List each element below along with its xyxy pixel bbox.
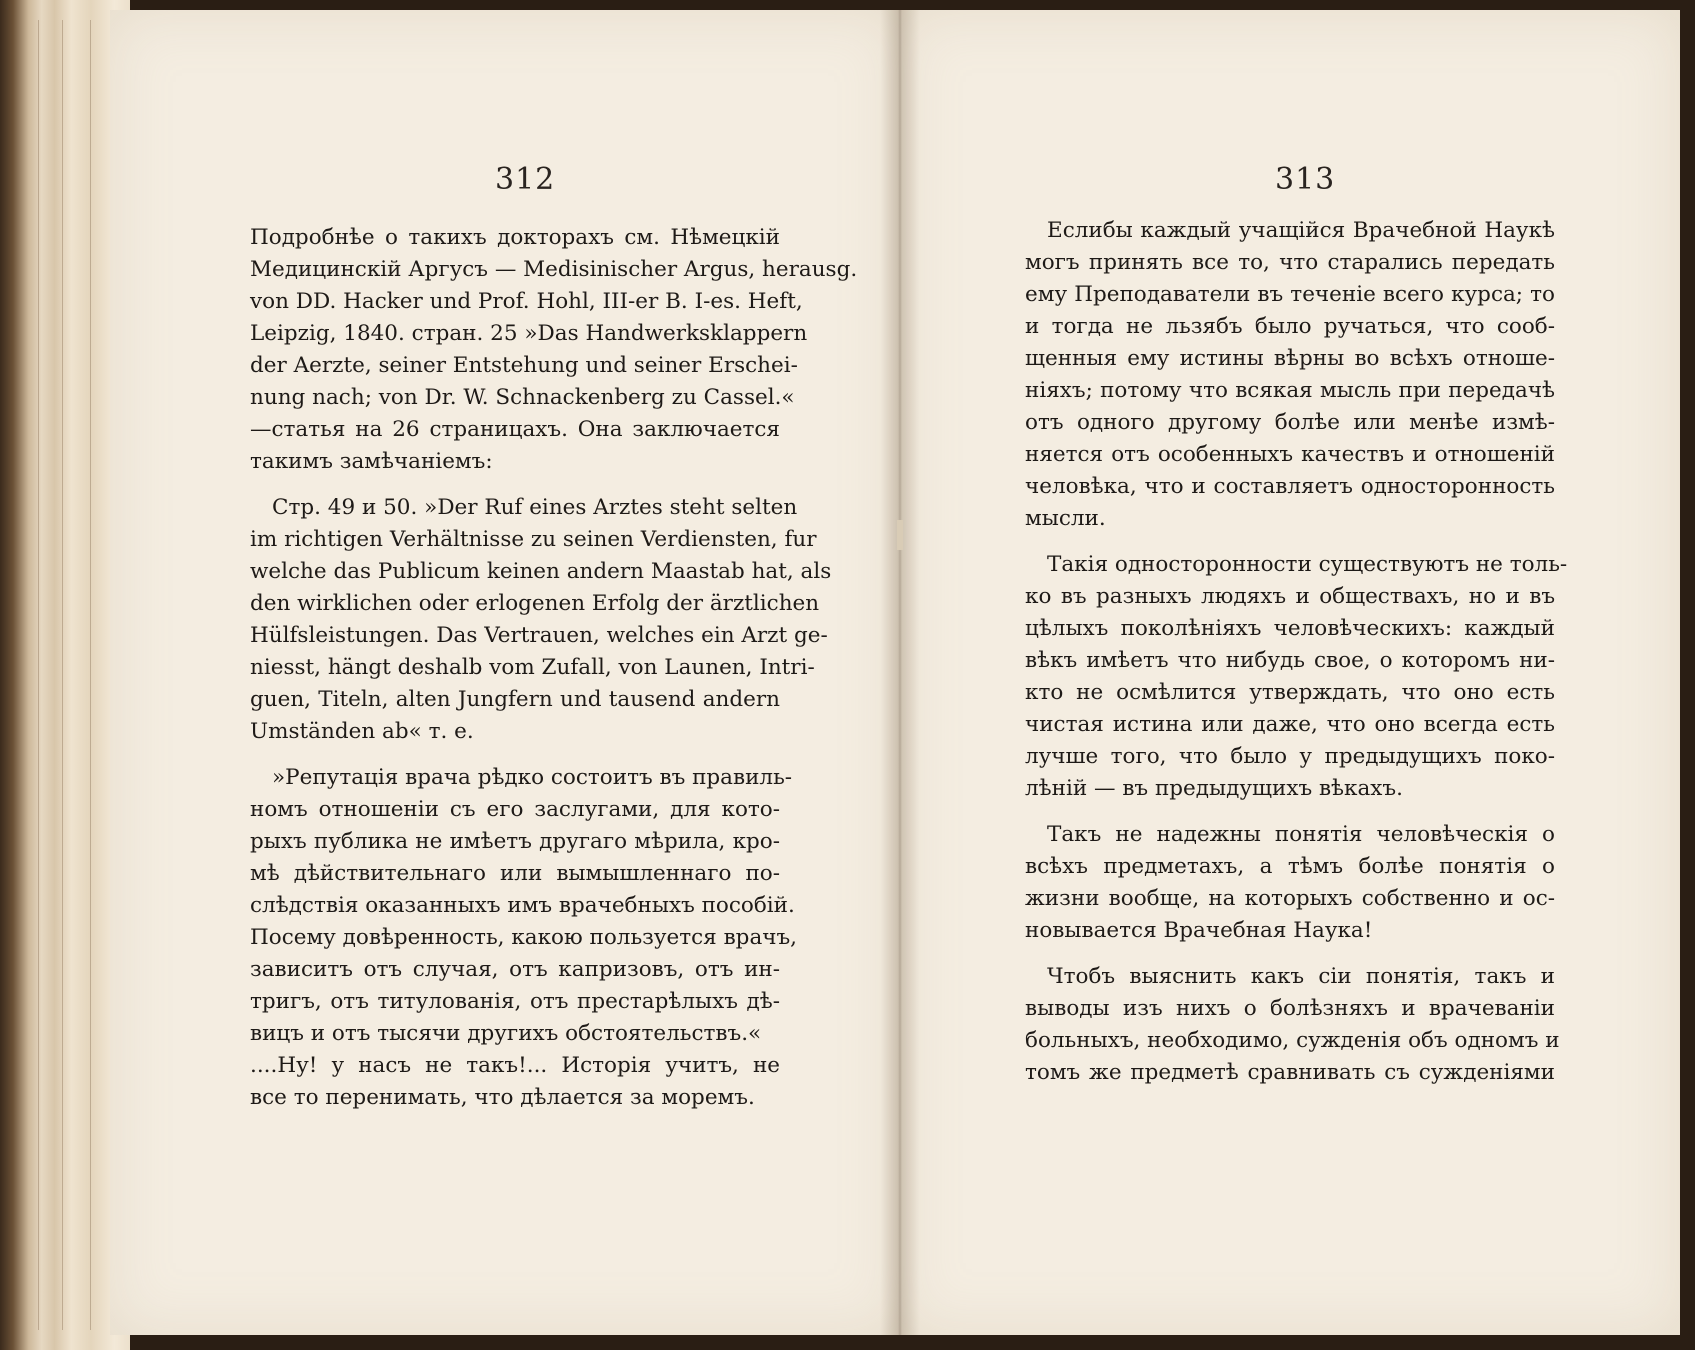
text-line: вицъ и отъ тысячи другихъ обстоятельствъ.« bbox=[250, 1021, 762, 1046]
text-line: Hülfsleistungen. Das Vertrauen, welches ein Arzt ge- bbox=[250, 623, 828, 648]
text-line: niesst, hängt deshalb vom Zufall, von Launen, Intri- bbox=[250, 655, 815, 680]
text-line: больныхъ, необходимо, сужденія объ одномъ и bbox=[1025, 1028, 1560, 1053]
text-line: выводы изъ нихъ о болѣзняхъ и врачеваніи bbox=[1025, 996, 1555, 1021]
text-line: Такъ не надежны понятія человѣческія о bbox=[1047, 822, 1555, 847]
text-line: слѣдствія оказанныхъ имъ врачебныхъ пособій. bbox=[250, 893, 795, 918]
text-line: рыхъ публика не имѣетъ другаго мѣрила, кро- bbox=[250, 829, 780, 854]
text-line: лѣній — въ предыдущихъ вѣкахъ. bbox=[1025, 776, 1403, 801]
text-line: жизни вообще, на которыхъ собственно и ос- bbox=[1025, 886, 1555, 911]
text-line: отъ одного другому болѣе или менѣе измѣ- bbox=[1025, 410, 1555, 435]
page-edge-line bbox=[62, 20, 63, 1330]
book-gutter bbox=[880, 10, 920, 1335]
text-line: Umständen ab« т. е. bbox=[250, 719, 474, 744]
text-line: все то перенимать, что дѣлается за моремъ. bbox=[250, 1085, 755, 1110]
left-page-text bbox=[250, 222, 858, 1114]
page-number-left: 312 bbox=[495, 162, 556, 197]
text-line: ....Ну! у насъ не такъ!... Исторія учитъ, не bbox=[250, 1053, 780, 1078]
text-line: ему Преподаватели въ теченіе всего курса; то bbox=[1025, 282, 1555, 307]
text-line: няется отъ особенныхъ качествъ и отношеній bbox=[1025, 442, 1555, 467]
text-line: ко въ разныхъ людяхъ и обществахъ, но и въ bbox=[1025, 584, 1555, 609]
text-line: всѣхъ предметахъ, а тѣмъ болѣе понятія о bbox=[1025, 854, 1555, 879]
text-line: лучше того, что было у предыдущихъ поко- bbox=[1025, 744, 1555, 769]
text-line: чистая истина или даже, что оно всегда есть bbox=[1025, 712, 1555, 737]
page-edge-line bbox=[38, 20, 39, 1330]
text-line: »Репутація врача рѣдко состоитъ въ правиль- bbox=[272, 765, 793, 790]
text-line: и тогда не льзябъ было ручаться, что сооб- bbox=[1025, 314, 1555, 339]
text-line: ніяхъ; потому что всякая мысль при передачѣ bbox=[1025, 378, 1555, 403]
text-line: Медицинскій Аргусъ — Medisinischer Argus, herausg. bbox=[250, 257, 858, 282]
text-line: вѣкъ имѣетъ что нибудь свое, о которомъ ни- bbox=[1025, 648, 1555, 673]
text-line: цѣлыхъ поколѣніяхъ человѣческихъ: каждый bbox=[1025, 616, 1555, 641]
text-line: тригъ, отъ титулованія, отъ престарѣлыхъ дѣ- bbox=[250, 989, 780, 1014]
text-line: мѣ дѣйствительнаго или вымышленнаго по- bbox=[250, 861, 780, 886]
text-line: человѣка, что и составляетъ односторонность bbox=[1025, 474, 1555, 499]
text-line: щенныя ему истины вѣрны во всѣхъ отноше- bbox=[1025, 346, 1555, 371]
page-fold-mark bbox=[897, 520, 903, 550]
text-line: Чтобъ выяснить какъ сіи понятія, такъ и bbox=[1047, 964, 1555, 989]
text-line: im richtigen Verhältnisse zu seinen Verdiensten, fur bbox=[250, 527, 817, 552]
text-line: welche das Publicum keinen andern Maastab hat, als bbox=[250, 559, 832, 584]
text-line: новывается Врачебная Наука! bbox=[1025, 918, 1373, 943]
text-line: могъ принять все то, что старались передать bbox=[1025, 250, 1555, 275]
text-line: Стр. 49 и 50. »Der Ruf eines Arztes steht selten bbox=[272, 495, 798, 520]
text-line: der Aerzte, seiner Entstehung und seiner Erschei- bbox=[250, 353, 798, 378]
text-line: мысли. bbox=[1025, 506, 1106, 531]
text-line: Такія односторонности существуютъ не толь- bbox=[1047, 552, 1568, 577]
text-line: кто не осмѣлится утверждать, что оно есть bbox=[1025, 680, 1555, 705]
text-line: такимъ замѣчаніемъ: bbox=[250, 449, 493, 474]
text-line: den wirklichen oder erlogenen Erfolg der ärztlichen bbox=[250, 591, 820, 616]
text-line: томъ же предметѣ сравнивать съ сужденіями bbox=[1025, 1060, 1555, 1085]
text-line: von DD. Hacker und Prof. Hohl, III-er B. I-es. Heft, bbox=[250, 289, 803, 314]
text-line: nung nach; von Dr. W. Schnackenberg zu Cassel.« bbox=[250, 385, 795, 410]
text-line: Leipzig, 1840. стран. 25 »Das Handwerksklappern bbox=[250, 321, 808, 346]
text-line: —статья на 26 страницахъ. Она заключается bbox=[250, 417, 780, 442]
text-line: зависитъ отъ случая, отъ капризовъ, отъ ин- bbox=[250, 957, 780, 982]
left-page bbox=[110, 10, 900, 1335]
page-number-right: 313 bbox=[1275, 162, 1336, 197]
text-line: Подробнѣе о такихъ докторахъ см. Нѣмецкій bbox=[250, 225, 780, 250]
page-edge-line bbox=[90, 20, 91, 1330]
right-page-text bbox=[1025, 215, 1568, 1089]
text-line: guen, Titeln, alten Jungfern und tausend andern bbox=[250, 687, 780, 712]
right-page bbox=[900, 10, 1680, 1335]
text-line: Посему довѣренность, какою пользуется врачъ, bbox=[250, 925, 797, 950]
text-line: Еслибы каждый учащійся Врачебной Наукѣ bbox=[1047, 218, 1555, 243]
text-line: номъ отношеніи съ его заслугами, для кото- bbox=[250, 797, 780, 822]
